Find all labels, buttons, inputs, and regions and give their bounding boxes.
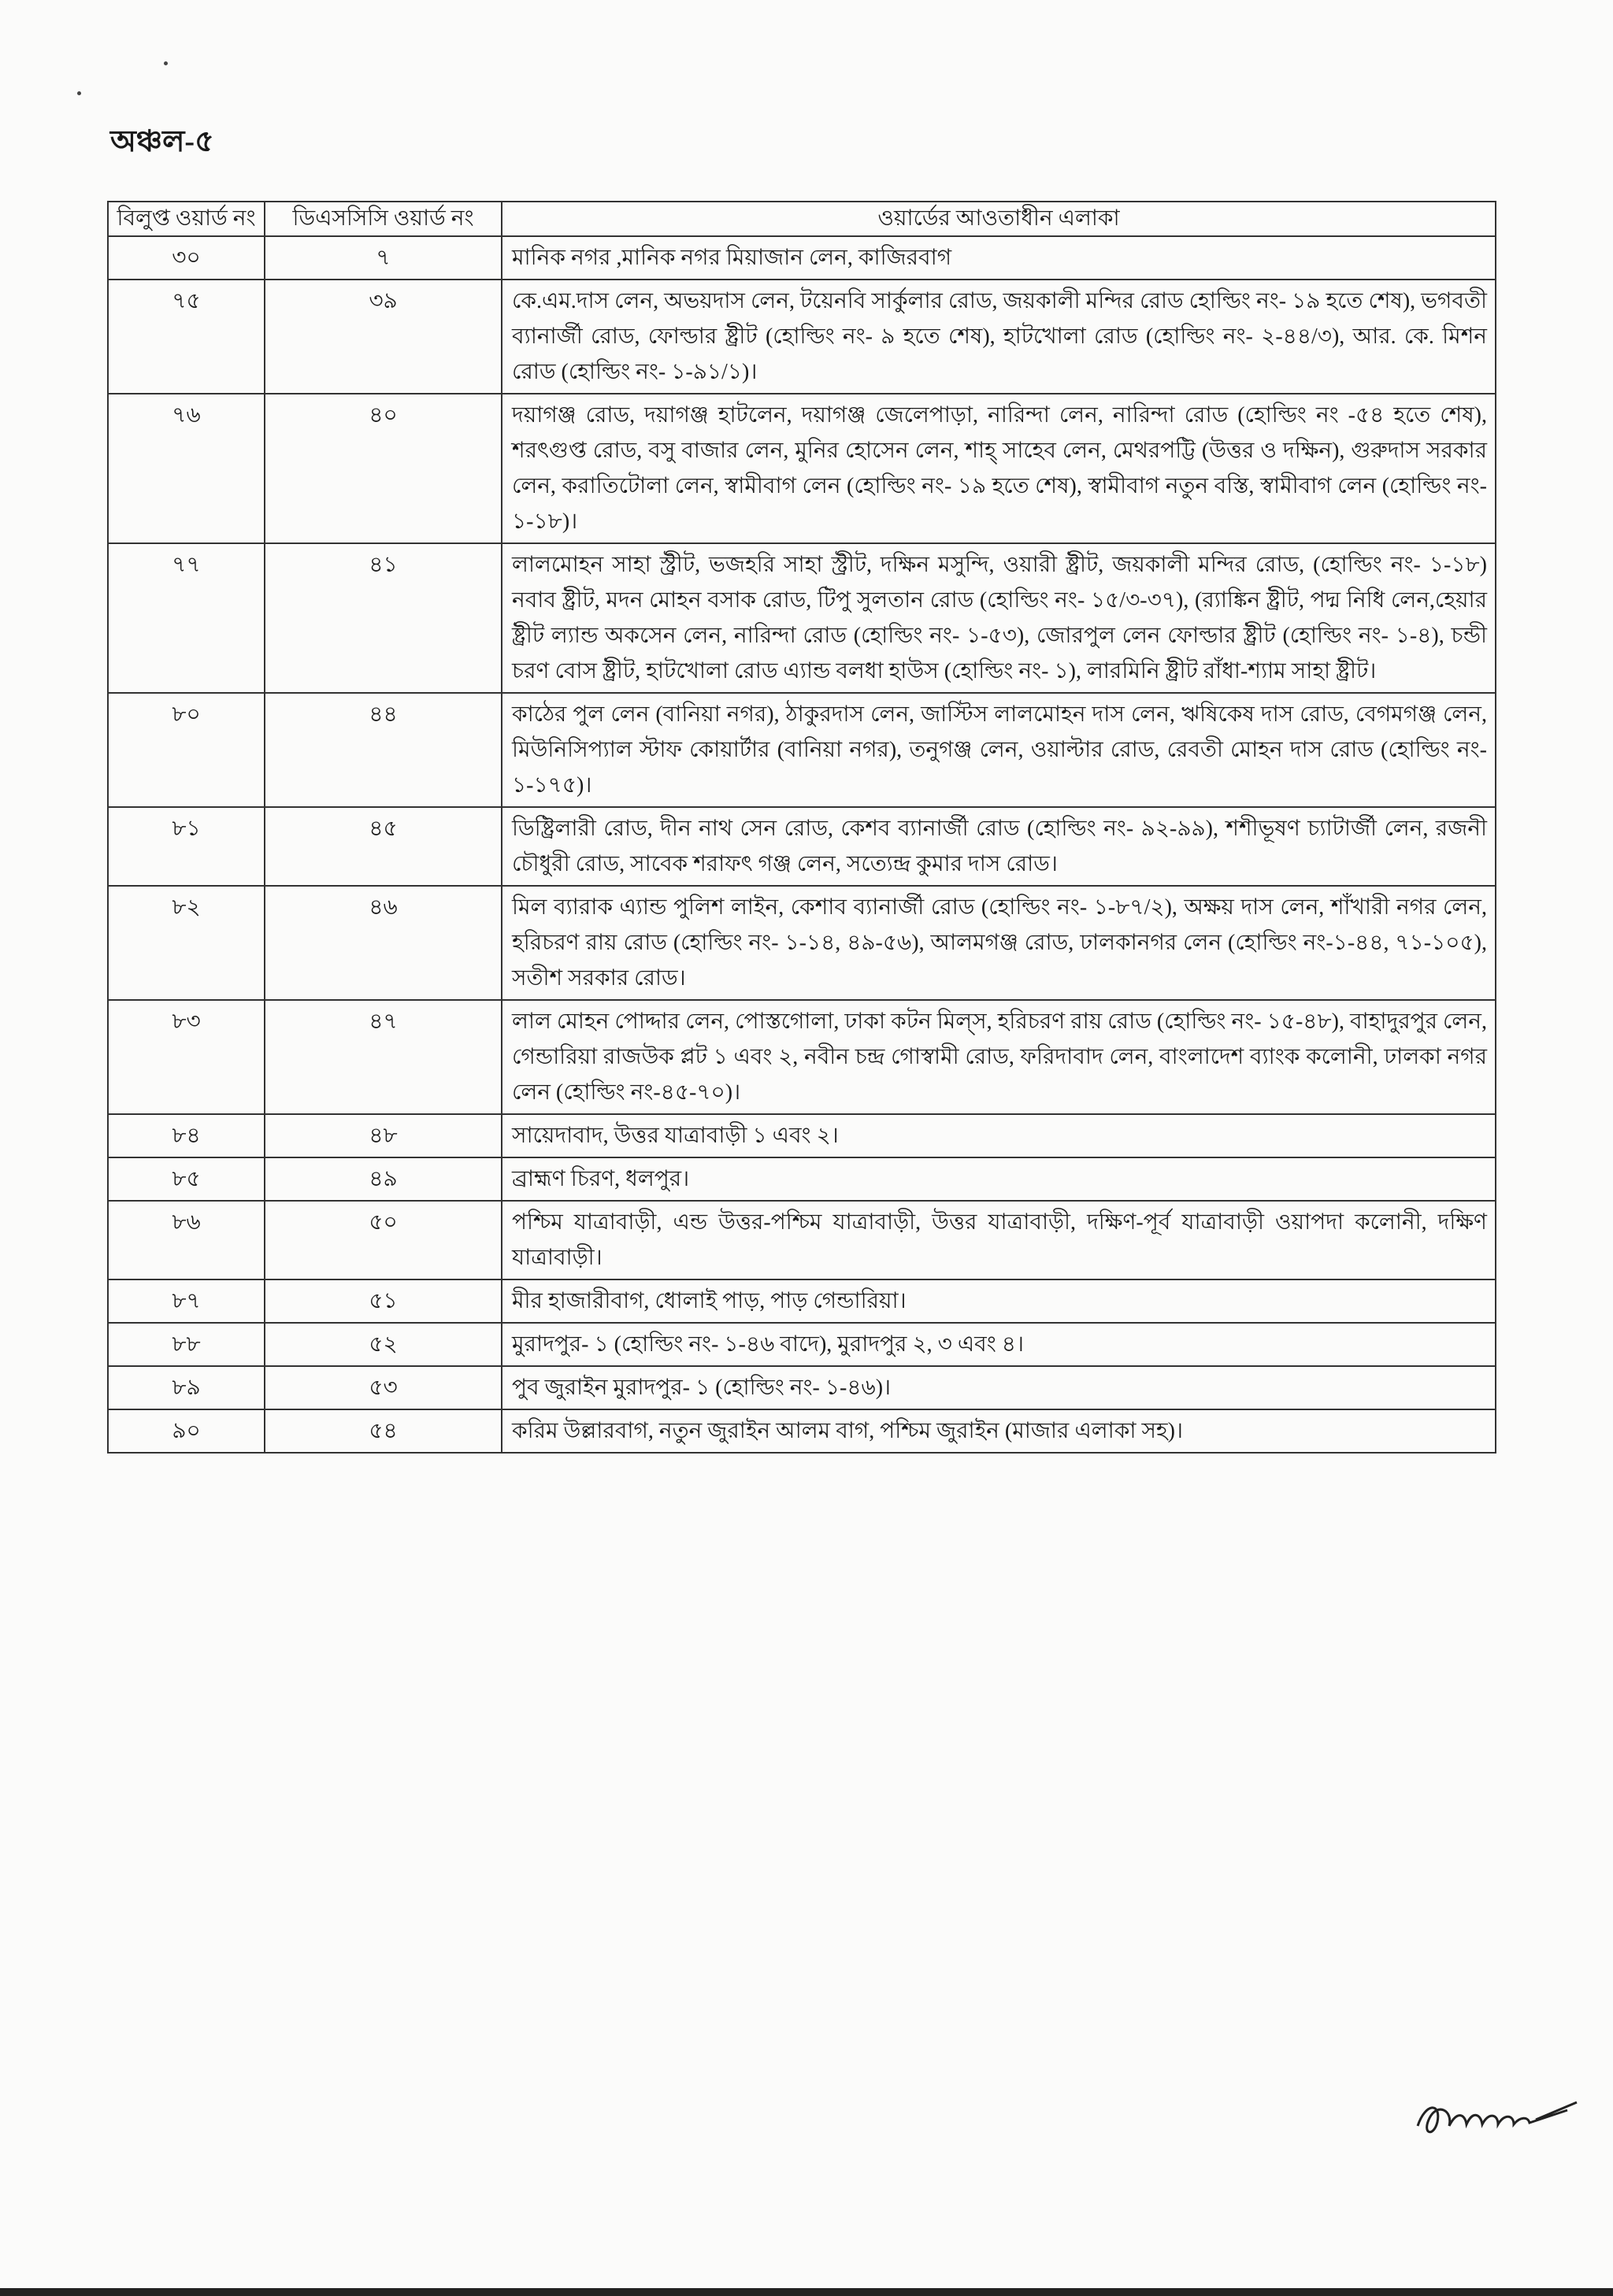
ward-area: ডিষ্ট্রিলারী রোড, দীন নাথ সেন রোড, কেশব ব্যানার্জী রোড (হোল্ডিং নং- ৯২-৯৯), শশীভূষণ চ্যাটার্জী লেন, রজনী চৌধুরী রোড, সাবেক শরাফৎ গঞ্জ লেন, সত্যেন্দ্র কুমার দাস রোড। — [502, 807, 1496, 886]
old-ward-number: ৭৬ — [108, 394, 265, 543]
old-ward-number: ৭৭ — [108, 543, 265, 693]
dscc-ward-number: ৪৮ — [265, 1114, 502, 1157]
ward-area: পশ্চিম যাত্রাবাড়ী, এন্ড উত্তর-পশ্চিম যাত্রাবাড়ী, উত্তর যাত্রাবাড়ী, দক্ষিণ-পূর্ব যাত্রাবাড়ী ওয়াপদা কলোনী, দক্ষিণ যাত্রাবাড়ী। — [502, 1201, 1496, 1279]
ward-area: করিম উল্লারবাগ, নতুন জুরাইন আলম বাগ, পশ্চিম জুরাইন (মাজার এলাকা সহ)। — [502, 1409, 1496, 1453]
header-old-ward: বিলুপ্ত ওয়ার্ড নং — [108, 202, 265, 236]
table-row — [108, 1409, 1496, 1453]
old-ward-number: ৮৯ — [108, 1366, 265, 1409]
ward-area: কে.এম.দাস লেন, অভয়দাস লেন, টয়েনবি সার্কুলার রোড, জয়কালী মন্দির রোড হোল্ডিং নং- ১৯ হতে শেষ), ভগবতী ব্যানার্জী রোড, ফোল্ডার ষ্ট্রীট (হোল্ডিং নং- ৯ হতে শেষ), হাটখোলা রোড (হোল্ডিং নং- ২-৪৪/৩), আর. কে. মিশন রোড (হোল্ডিং নং- ১-৯১/১)। — [502, 280, 1496, 394]
old-ward-number: ৯০ — [108, 1409, 265, 1453]
old-ward-number: ৮৩ — [108, 1000, 265, 1114]
old-ward-number: ৭৫ — [108, 280, 265, 394]
table-row — [108, 886, 1496, 1000]
scan-speck — [164, 61, 168, 65]
dscc-ward-number: ৪৪ — [265, 693, 502, 807]
signature — [1410, 2079, 1583, 2150]
ward-area: ব্রাহ্মণ চিরণ, ধলপুর। — [502, 1157, 1496, 1201]
ward-area: মিল ব্যারাক এ্যান্ড পুলিশ লাইন, কেশাব ব্যানার্জী রোড (হোল্ডিং নং- ১-৮৭/২), অক্ষয় দাস লেন, শাঁখারী নগর লেন, হরিচরণ রায় রোড (হোল্ডিং নং- ১-১৪, ৪৯-৫৬), আলমগঞ্জ রোড, ঢালকানগর লেন (হোল্ডিং নং-১-৪৪, ৭১-১০৫), সতীশ সরকার রোড। — [502, 886, 1496, 1000]
dscc-ward-number: ৪০ — [265, 394, 502, 543]
table-row — [108, 1366, 1496, 1409]
dscc-ward-number: ৪১ — [265, 543, 502, 693]
table-row — [108, 280, 1496, 394]
table-row — [108, 693, 1496, 807]
dscc-ward-number: ৩৯ — [265, 280, 502, 394]
ward-area: দয়াগঞ্জ রোড, দয়াগঞ্জ হাটলেন, দয়াগঞ্জ জেলেপাড়া, নারিন্দা লেন, নারিন্দা রোড (হোল্ডিং নং -৫৪ হতে শেষ), শরৎগুপ্ত রোড, বসু বাজার লেন, মুনির হোসেন লেন, শাহ্ সাহেব লেন, মেথরপট্টি (উত্তর ও দক্ষিন), গুরুদাস সরকার লেন, করাতিটোলা লেন, স্বামীবাগ লেন (হোল্ডিং নং- ১৯ হতে শেষ), স্বামীবাগ নতুন বস্তি, স্বামীবাগ লেন (হোল্ডিং নং- ১-১৮)। — [502, 394, 1496, 543]
dscc-ward-number: ৪৭ — [265, 1000, 502, 1114]
table-row — [108, 1279, 1496, 1323]
dscc-ward-number: ৫৪ — [265, 1409, 502, 1453]
ward-area: লালমোহন সাহা স্ট্রীট, ভজহরি সাহা স্ট্রীট, দক্ষিন মসুন্দি, ওয়ারী ষ্ট্রীট, জয়কালী মন্দির রোড, (হোল্ডিং নং- ১-১৮) নবাব ষ্ট্রীট, মদন মোহন বসাক রোড, টিপু সুলতান রোড (হোল্ডিং নং- ১৫/৩-৩৭), (র‌্যাঙ্কিন ষ্ট্রীট, পদ্ম নিধি লেন,হেয়ার ষ্ট্রীট ল্যান্ড অকসেন লেন, নারিন্দা রোড (হোল্ডিং নং- ১-৫৩), জোরপুল লেন ফোল্ডার ষ্ট্রীট (হোল্ডিং নং- ১-৪), চন্ডী চরণ বোস ষ্ট্রীট, হাটখোলা রোড এ্যান্ড বলধা হাউস (হোল্ডিং নং- ১), লারমিনি ষ্ট্রীট রাঁধা-শ্যাম সাহা ষ্ট্রীট। — [502, 543, 1496, 693]
table-row — [108, 1157, 1496, 1201]
table-row — [108, 1201, 1496, 1279]
ward-area: মীর হাজারীবাগ, ধোলাই পাড়, পাড় গেন্ডারিয়া। — [502, 1279, 1496, 1323]
old-ward-number: ৮১ — [108, 807, 265, 886]
dscc-ward-number: ৪৯ — [265, 1157, 502, 1201]
table-row — [108, 1000, 1496, 1114]
table-row — [108, 1323, 1496, 1366]
ward-table — [107, 201, 1496, 1454]
scan-edge — [0, 2288, 1613, 2296]
old-ward-number: ৮৮ — [108, 1323, 265, 1366]
page-title: অঞ্চল-৫ — [110, 125, 214, 158]
dscc-ward-number: ৫২ — [265, 1323, 502, 1366]
old-ward-number: ৮৫ — [108, 1157, 265, 1201]
old-ward-number: ৮০ — [108, 693, 265, 807]
old-ward-number: ৮২ — [108, 886, 265, 1000]
dscc-ward-number: ৪৬ — [265, 886, 502, 1000]
scan-speck — [77, 91, 81, 95]
ward-area: মানিক নগর ,মানিক নগর মিয়াজান লেন, কাজিরবাগ — [502, 236, 1496, 280]
table-row — [108, 543, 1496, 693]
old-ward-number: ৮৪ — [108, 1114, 265, 1157]
table-row — [108, 807, 1496, 886]
ward-area: কাঠের পুল লেন (বানিয়া নগর), ঠাকুরদাস লেন, জাস্টিস লালমোহন দাস লেন, ঋষিকেষ দাস রোড, বেগমগঞ্জ লেন, মিউনিসিপ্যাল স্টাফ কোয়ার্টার (বানিয়া নগর), তনুগঞ্জ লেন, ওয়াল্টার রোড, রেবতী মোহন দাস রোড (হোল্ডিং নং- ১-১৭৫)। — [502, 693, 1496, 807]
table-header-row — [108, 202, 1496, 236]
ward-area: লাল মোহন পোদ্দার লেন, পোস্তগোলা, ঢাকা কটন মিল্‌স, হরিচরণ রায় রোড (হোল্ডিং নং- ১৫-৪৮), বাহাদুরপুর লেন, গেন্ডারিয়া রাজউক প্লট ১ এবং ২, নবীন চন্দ্র গোস্বামী রোড, ফরিদাবাদ লেন, বাংলাদেশ ব্যাংক কলোনী, ঢালকা নগর লেন (হোল্ডিং নং-৪৫-৭০)। — [502, 1000, 1496, 1114]
dscc-ward-number: ৪৫ — [265, 807, 502, 886]
dscc-ward-number: ৫০ — [265, 1201, 502, 1279]
header-area: ওয়ার্ডের আওতাধীন এলাকা — [502, 202, 1496, 236]
header-dscc-ward: ডিএসসিসি ওয়ার্ড নং — [265, 202, 502, 236]
table-row — [108, 394, 1496, 543]
old-ward-number: ৩০ — [108, 236, 265, 280]
table-row — [108, 1114, 1496, 1157]
old-ward-number: ৮৭ — [108, 1279, 265, 1323]
ward-area: পুব জুরাইন মুরাদপুর- ১ (হোল্ডিং নং- ১-৪৬)। — [502, 1366, 1496, 1409]
ward-area: সায়েদাবাদ, উত্তর যাত্রাবাড়ী ১ এবং ২। — [502, 1114, 1496, 1157]
ward-area: মুরাদপুর- ১ (হোল্ডিং নং- ১-৪৬ বাদে), মুরাদপুর ২, ৩ এবং ৪। — [502, 1323, 1496, 1366]
dscc-ward-number: ৫১ — [265, 1279, 502, 1323]
table-row — [108, 236, 1496, 280]
old-ward-number: ৮৬ — [108, 1201, 265, 1279]
dscc-ward-number: ৭ — [265, 236, 502, 280]
dscc-ward-number: ৫৩ — [265, 1366, 502, 1409]
